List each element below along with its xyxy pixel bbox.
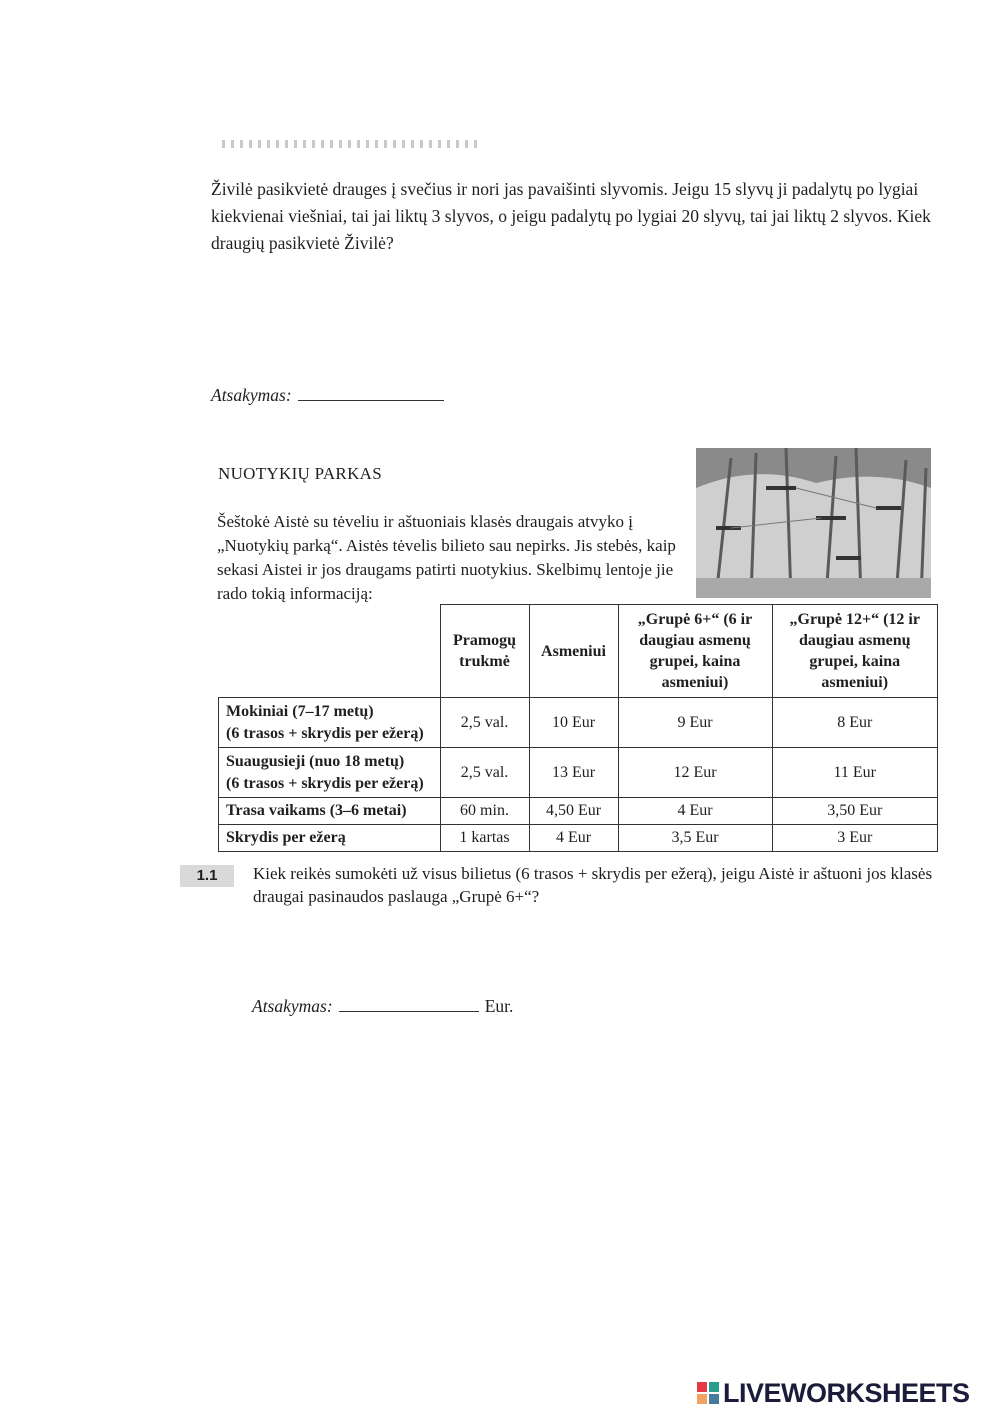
answer-label: Atsakymas:: [211, 385, 292, 405]
row-label-sub: (6 trasos + skrydis per ežerą): [226, 724, 424, 742]
answer-blank-1[interactable]: [298, 386, 444, 401]
row-label-main: Suaugusieji (nuo 18 metų): [226, 752, 405, 770]
table-cell: 8 Eur: [772, 698, 938, 748]
logo-square: [709, 1382, 719, 1392]
scan-artifact: [222, 140, 482, 148]
liveworksheets-brand: [697, 1378, 970, 1408]
liveworksheets-logo-icon: [697, 1382, 719, 1404]
table-cell: 3,5 Eur: [618, 825, 772, 852]
question-number-badge: 1.1: [180, 865, 234, 887]
table-cell: 60 min.: [440, 798, 529, 825]
answer-label: Atsakymas:: [252, 996, 333, 1016]
header-per-person: Asmeniui: [529, 605, 618, 698]
logo-square: [709, 1394, 719, 1404]
table-row: [219, 748, 938, 798]
row-label: Trasa vaikams (3–6 metai): [219, 798, 441, 825]
table-row: [219, 698, 938, 748]
brand-wordmark: LIVEWORKSHEETS: [723, 1377, 970, 1408]
logo-square: [697, 1382, 707, 1392]
table-cell: 9 Eur: [618, 698, 772, 748]
answer-field-2: [252, 996, 513, 1017]
trees-illustration: [696, 448, 931, 598]
row-label: [219, 748, 441, 798]
table-cell: 2,5 val.: [440, 748, 529, 798]
table-cell: 3 Eur: [772, 825, 938, 852]
header-duration: Pramogų trukmė: [440, 605, 529, 698]
row-label-main: Mokiniai (7–17 metų): [226, 702, 374, 720]
table-row: [219, 825, 938, 852]
table-cell: 3,50 Eur: [772, 798, 938, 825]
price-table: [218, 604, 938, 852]
row-label: Skrydis per ežerą: [219, 825, 441, 852]
question-text: Kiek reikės sumokėti už visus bilietus (6 trasos + skrydis per ežerą), jeigu Aistė ir aštuoni jos klasės draugai pasinaudos paslauga „Grupė 6+“?: [253, 864, 933, 906]
table-cell: 13 Eur: [529, 748, 618, 798]
row-label-sub: (6 trasos + skrydis per ežerą): [226, 774, 424, 792]
table-cell: 1 kartas: [440, 825, 529, 852]
table-corner: [219, 605, 441, 698]
table-cell: 4 Eur: [529, 825, 618, 852]
table-header-row: [219, 605, 938, 698]
table-cell: 4 Eur: [618, 798, 772, 825]
header-group-12: „Grupė 12+“ (12 ir daugiau asmenų grupei, kaina asmeniui): [772, 605, 938, 698]
park-intro: Šeštokė Aistė su tėveliu ir aštuoniais klasės draugais atvyko į „Nuotykių parką“. Aistės tėvelis bilieto sau nepirks. Jis stebės, kaip sekasi Aistei ir jos draugams patirti nuotykius. Skelbimų lentoje jie rado tokią informaciją:: [217, 512, 676, 603]
table-cell: 10 Eur: [529, 698, 618, 748]
table-cell: 2,5 val.: [440, 698, 529, 748]
table-cell: 4,50 Eur: [529, 798, 618, 825]
row-label: [219, 698, 441, 748]
answer-unit: Eur.: [484, 996, 514, 1016]
table-row: [219, 798, 938, 825]
adventure-park-photo: [696, 448, 931, 598]
header-group-6: „Grupė 6+“ (6 ir daugiau asmenų grupei, kaina asmeniui): [618, 605, 772, 698]
table-cell: 12 Eur: [618, 748, 772, 798]
table-cell: 11 Eur: [772, 748, 938, 798]
section-title: NUOTYKIŲ PARKAS: [218, 464, 382, 483]
logo-square: [697, 1394, 707, 1404]
answer-field-1: [211, 385, 444, 406]
answer-blank-2[interactable]: [339, 997, 479, 1012]
problem-text: Živilė pasikvietė drauges į svečius ir nori jas pavaišinti slyvomis. Jeigu 15 slyvų ji padalytų po lygiai kiekvienai viešniai, tai jai liktų 3 slyvos, o jeigu padalytų po lygiai 20 slyvų, tai jai liktų 2 slyvos. Kiek draugių pasikvietė Živilė?: [211, 179, 931, 253]
